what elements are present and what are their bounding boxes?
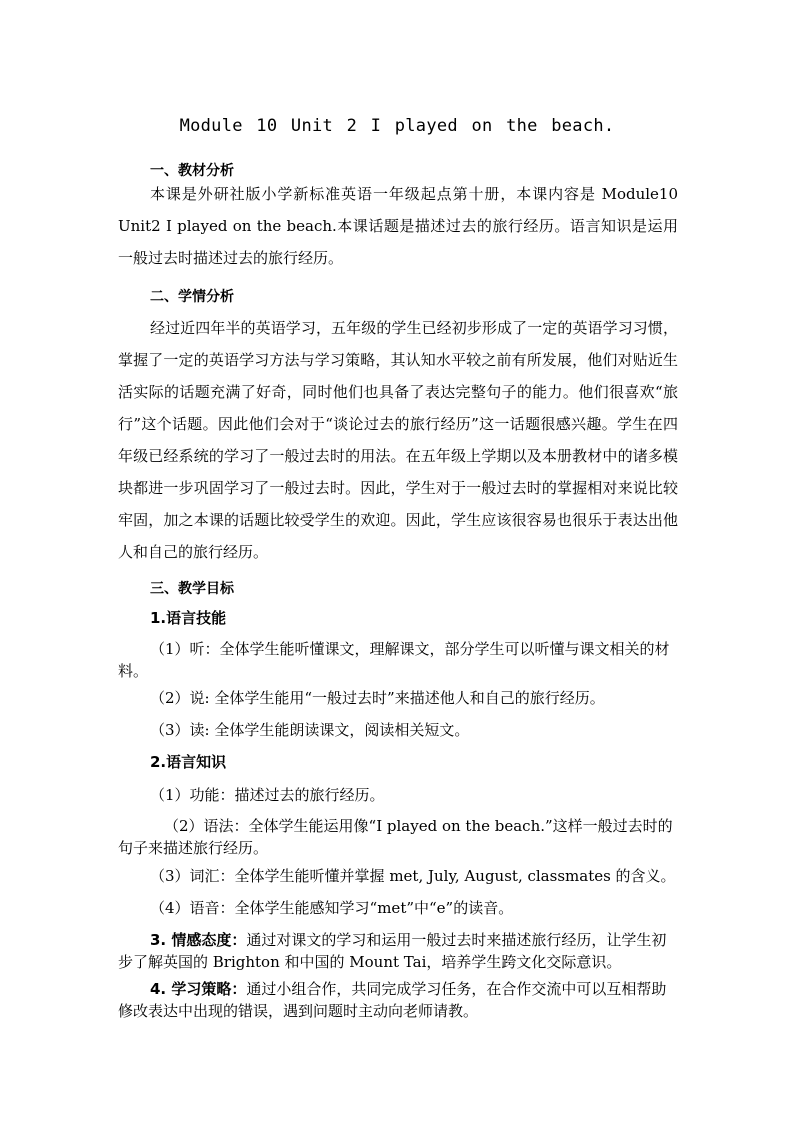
goal-grammar: （2）语法：全体学生能运用像“I played on the beach.”这样一般过去时的句子来描述旅行经历。	[118, 817, 673, 857]
goal-vocabulary: （3）词汇：全体学生能听懂并掌握 met, July, August, classmates 的含义。	[150, 867, 676, 885]
goal-learning-strategy	[118, 978, 678, 1022]
subheading-language-knowledge: 2.语言知识	[150, 753, 227, 771]
section-heading-teaching-goals: 三、教学目标	[150, 581, 234, 597]
paragraph-student-analysis: 经过近四年半的英语学习，五年级的学生已经初步形成了一定的英语学习习惯，掌握了一定的英语学习方法与学习策略，其认知水平较之前有所发展，他们对贴近生活实际的话题充满了好奇，同时他们也具备了表达完整句子的能力。他们很喜欢“旅行”这个话题。因此他们会对于“谈论过去的旅行经历”这一话题很感兴趣。学生在四年级已经系统的学习了一般过去时的用法。在五年级上学期以及本册教材中的诸多模块都进一步巩固学习了一般过去时。因此，学生对于一般过去时的掌握相对来说比较牢固，加之本课的话题比较受学生的欢迎。因此，学生应该很容易也很乐于表达出他人和自己的旅行经历。	[118, 319, 678, 561]
goal-speaking: （2）说: 全体学生能用“一般过去时”来描述他人和自己的旅行经历。	[150, 689, 605, 707]
attitude-label: 3. 情感态度：	[150, 931, 247, 949]
goal-pronunciation: （4）语音：全体学生能感知学习“met”中“e”的读音。	[150, 899, 514, 917]
strategy-label: 4. 学习策略：	[150, 980, 247, 998]
attitude-text: 通过对课文的学习和运用一般过去时来描述旅行经历，让学生初步了解英国的 Brighton 和中国的 Mount Tai，培养学生跨文化交际意识。	[118, 931, 667, 971]
goal-function: （1）功能：描述过去的旅行经历。	[150, 786, 385, 804]
section-heading-textbook-analysis: 一、教材分析	[150, 163, 234, 179]
strategy-text: 通过小组合作，共同完成学习任务，在合作交流中可以互相帮助修改表达中出现的错误，遇到问题时主动向老师请教。	[118, 980, 667, 1020]
goal-listening: （1）听：全体学生能听懂课文，理解课文，部分学生可以听懂与课文相关的材料。	[118, 640, 670, 680]
goal-reading: （3）读: 全体学生能朗读课文，阅读相关短文。	[150, 721, 470, 739]
document-title: Module 10 Unit 2 I played on the beach.	[179, 116, 615, 136]
goal-attitude	[118, 929, 678, 973]
section-heading-student-analysis: 二、学情分析	[150, 289, 234, 305]
paragraph-textbook-analysis: 本课是外研社版小学新标准英语一年级起点第十册，本课内容是 Module10 Unit2 I played on the beach.本课话题是描述过去的旅行经历。语言知识是运用一般过去时描述过去的旅行经历。	[118, 185, 678, 267]
subheading-language-skills: 1.语言技能	[150, 609, 227, 627]
